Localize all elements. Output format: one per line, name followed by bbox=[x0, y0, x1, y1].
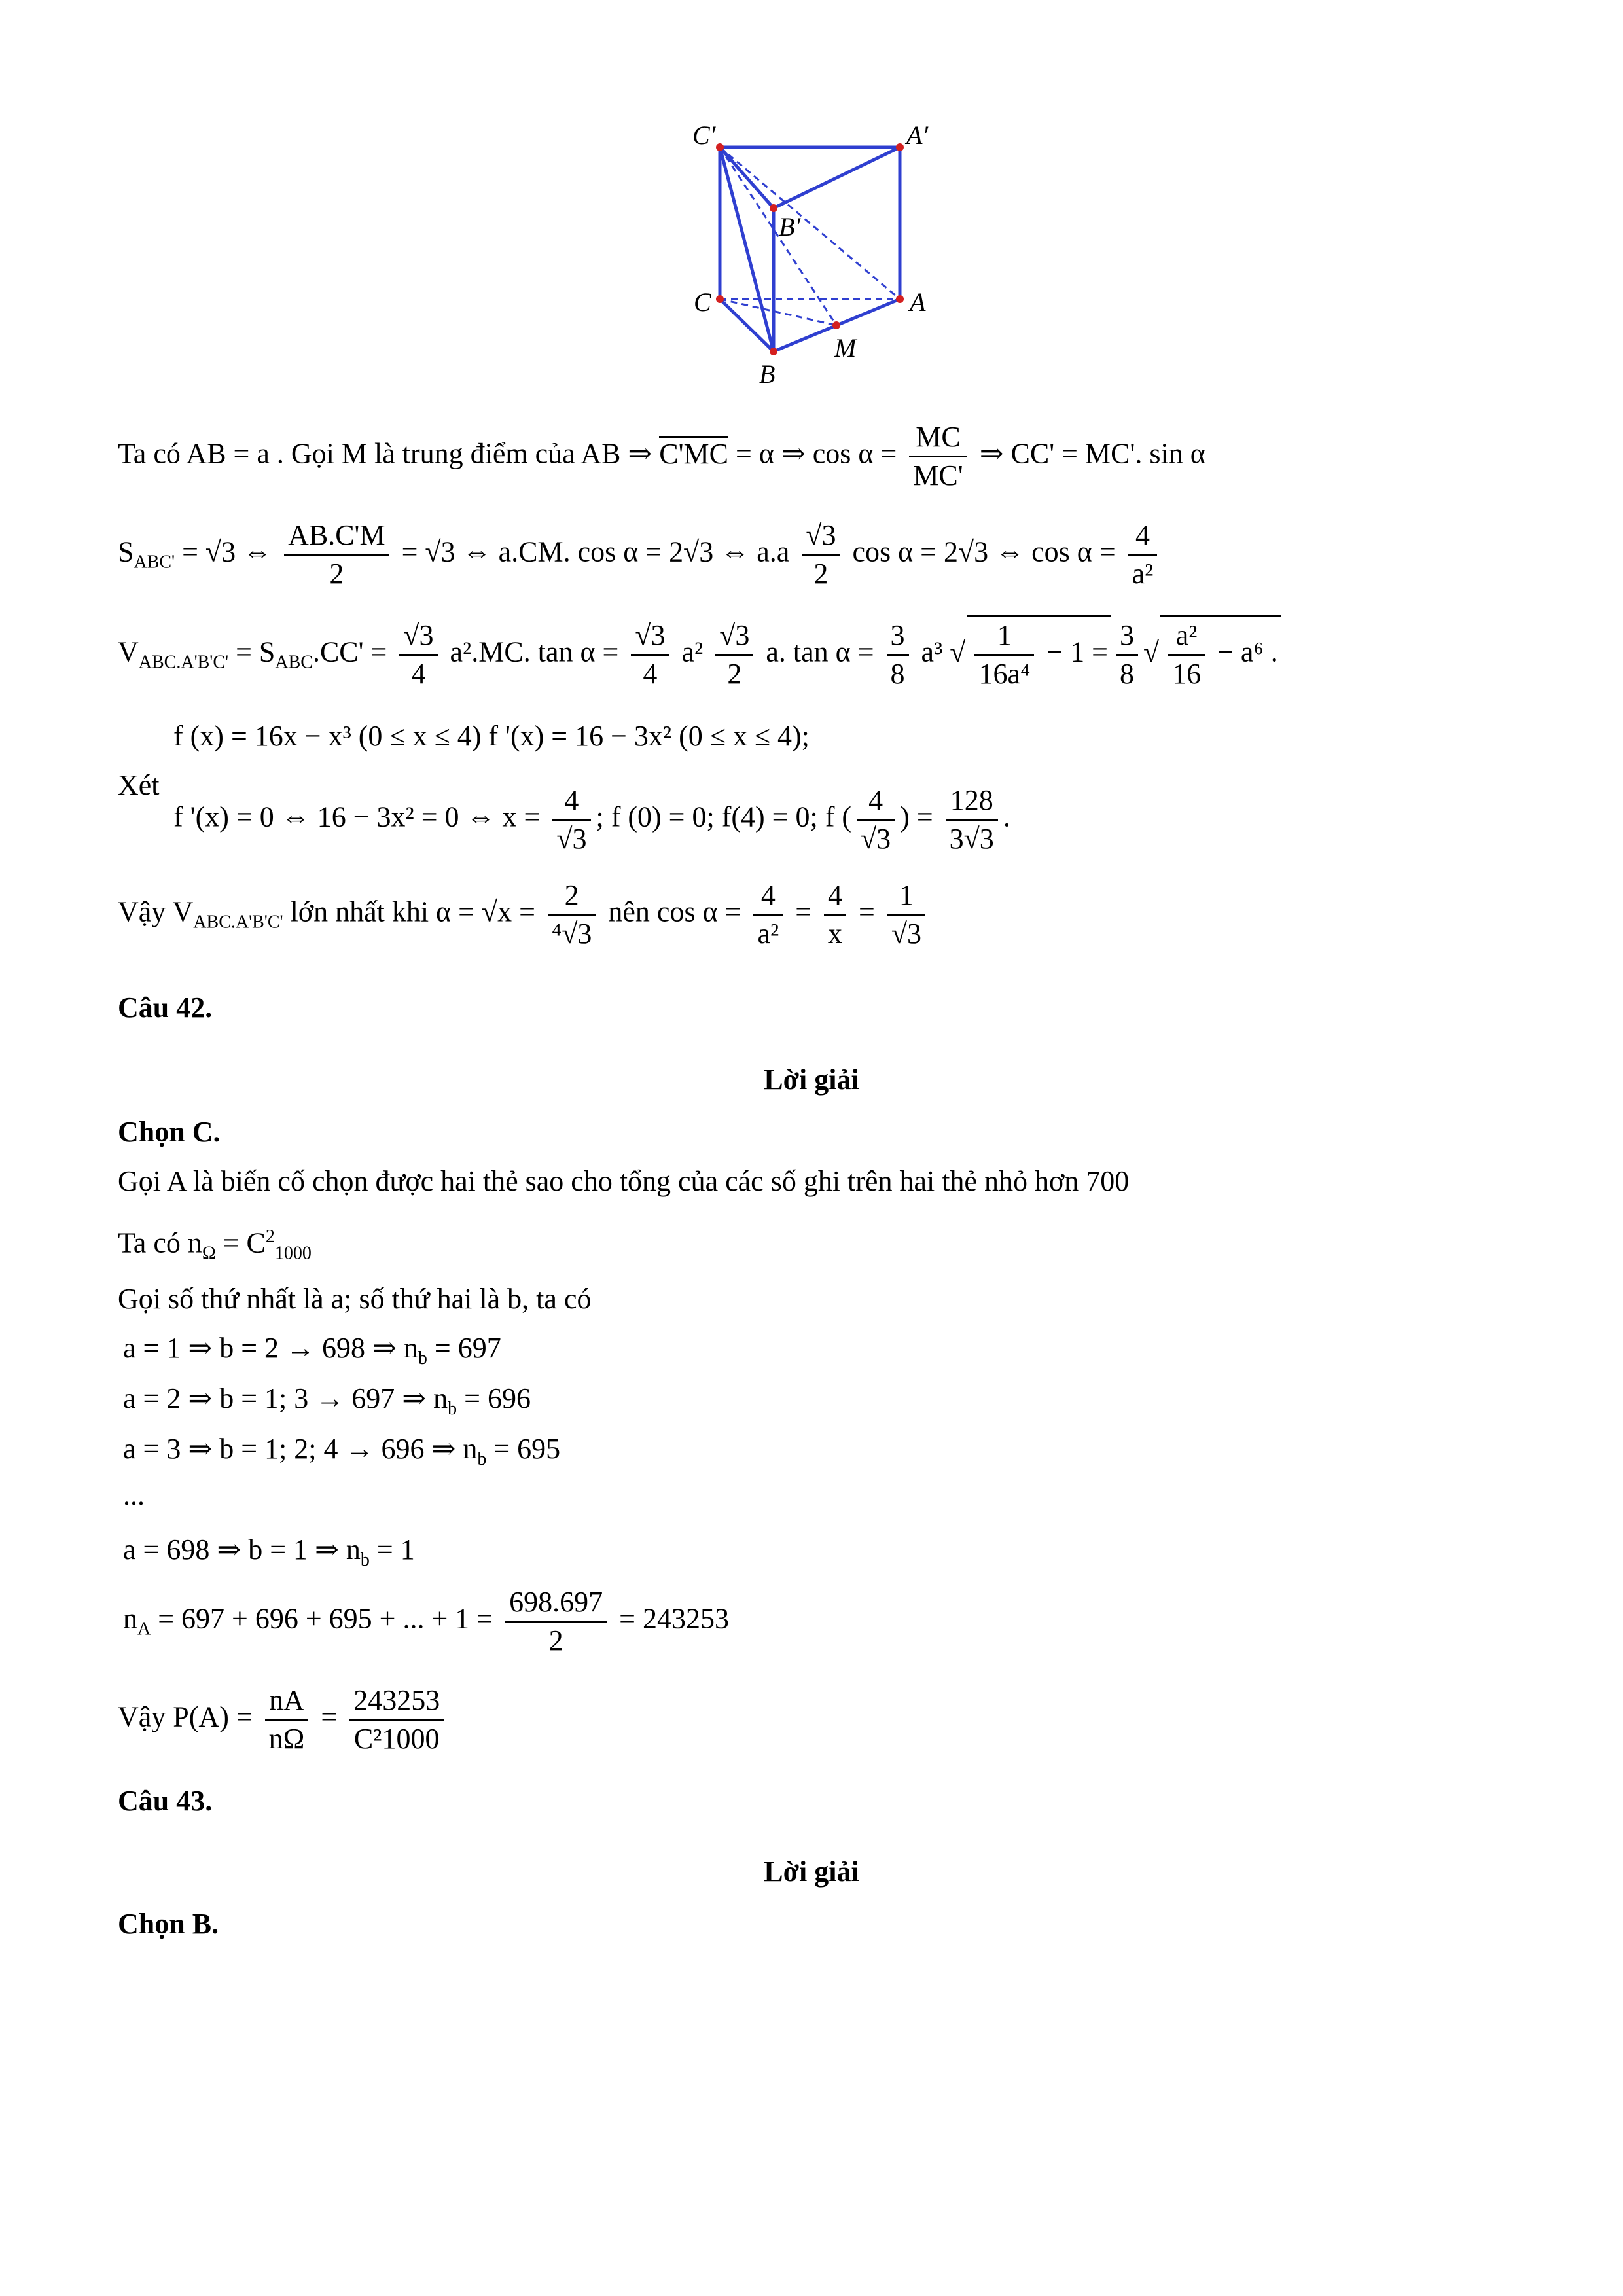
xet-label: Xét bbox=[118, 769, 160, 801]
line-2: $S_{ABC'} = √3$ ⇔ $\frac{AB.C'M}{2}$ = √3 ⇔ a.CM. cos α = 2√3 ⇔ a.a $\frac{√3}{2}$ cos α = 2√3 ⇔ cos α = $\frac{4}{\text{a²}}$ bbox=[118, 517, 1162, 592]
line-1: Ta có AB = a . Gọi M là trung điểm của AB ⇒ C'MC = α ⇒ cos α = $\frac{MC}{MC'}$ ⇒ CC' = MC'. sin α bbox=[118, 419, 1205, 494]
label-b-prime: B′ bbox=[779, 212, 801, 242]
label-a: A bbox=[910, 287, 926, 317]
line-6: Vậy $V_{ABC.A'B'C'}$ lớn nhất khi α = √x = $\frac{2}{\text{⁴√3}}$ nên cos α = $\frac{4}{\text{a²}}$ = $\frac{4}{x}$ = $\frac{1}{√3}$ bbox=[118, 877, 931, 952]
case-3: a = 3 ⇒ b = 1; 2; 4 → 696 ⇒ $n_b = 695$ bbox=[123, 1433, 561, 1469]
favorable-count: $n_A = 697 + 696 + 695$ + ... + 1 = $\frac{698.697}{2}$ = 243253 bbox=[123, 1584, 729, 1659]
prism-edges bbox=[720, 147, 900, 351]
case-1: a = 1 ⇒ b = 2 → 698 ⇒ $n_b = 697$ bbox=[123, 1332, 501, 1369]
solution-heading-42: Lời giải bbox=[764, 1064, 859, 1096]
question-43-heading: Câu 43. bbox=[118, 1785, 213, 1817]
prism-hidden-edges bbox=[720, 147, 900, 325]
label-a-prime: A′ bbox=[906, 120, 929, 150]
setup-text: Gọi số thứ nhất là a; số thứ hai là b, ta có bbox=[118, 1283, 592, 1315]
prism-figure bbox=[674, 111, 982, 393]
sample-space: Ta có $n_\Omega = C^2_{1000}$ bbox=[118, 1227, 312, 1264]
line-5: f '(x) = 0 ⇔ 16 − 3x² = 0 ⇔ x = $\frac{4}{√3}$ ; f (0) = 0; f(4) = 0; f ( $\frac{4}{√3}$ ) = $\frac{128}{3√3}$ . bbox=[173, 782, 1010, 857]
event-definition: Gọi A là biến cố chọn được hai thẻ sao cho tổng của các số ghi trên hai thẻ nhỏ hơn 700 bbox=[118, 1165, 1130, 1197]
answer-choice-b: Chọn B. bbox=[118, 1908, 219, 1940]
label-c-prime: C′ bbox=[692, 120, 716, 150]
question-42-heading: Câu 42. bbox=[118, 992, 213, 1024]
case-last: a = 698 ⇒ b = 1 ⇒ $n_b = 1$ bbox=[123, 1534, 415, 1570]
label-c: C bbox=[694, 287, 711, 317]
probability-result: Vậy P(A) = $\frac{nA}{n\Omega}$ = $\frac{243253}{\text{C²1000}}$ bbox=[118, 1682, 449, 1757]
line-3: $V_{ABC.A'B'C'} = S_{ABC}.CC'$ = $\frac{√3}{4}$ a².MC. tan α = $\frac{√3}{4}$ a² $\frac{√3}{2}$ a. tan α = $\frac{3}{8}$ a³ √ $\frac{1}{\text{16a⁴}}$ − 1 = $\frac{3}{8}$ √ $\frac{\text{a²}}{16}$ − a⁶ . bbox=[118, 615, 1281, 692]
line-4: f (x) = 16x − x³ (0 ≤ x ≤ 4) f '(x) = 16 − 3x² (0 ≤ x ≤ 4); bbox=[173, 720, 810, 752]
solution-heading-43: Lời giải bbox=[764, 1856, 859, 1888]
case-2: a = 2 ⇒ b = 1; 3 → 697 ⇒ $n_b = 696$ bbox=[123, 1382, 531, 1419]
answer-choice-c: Chọn C. bbox=[118, 1116, 221, 1148]
label-b: B bbox=[759, 359, 776, 389]
label-m: M bbox=[834, 333, 857, 363]
ellipsis: ... bbox=[123, 1479, 145, 1511]
